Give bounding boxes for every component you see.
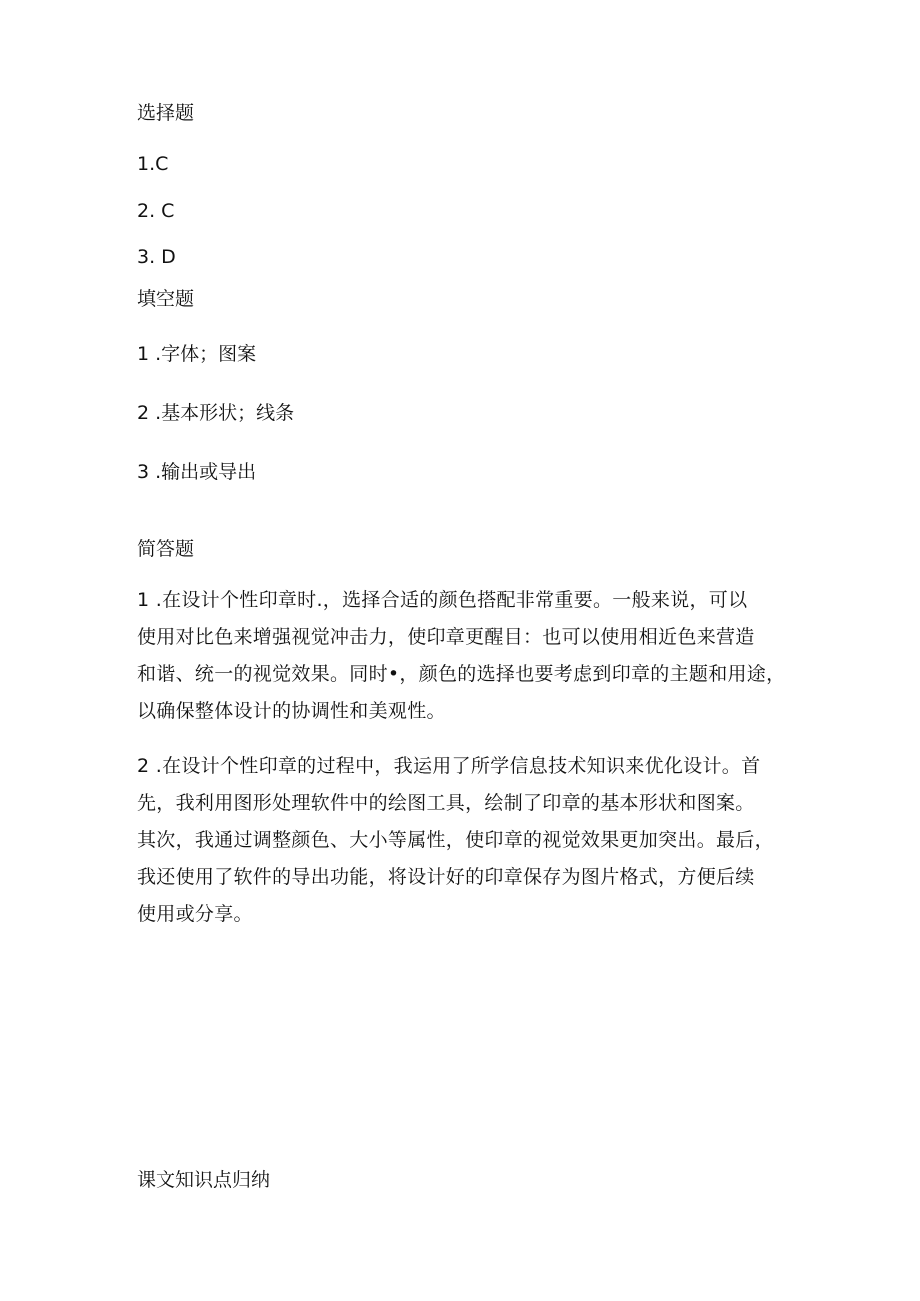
short-answer-2-line: 我还使用了软件的导出功能，将设计好的印章保存为图片格式，方便后续 xyxy=(137,866,755,888)
short-answer-1-line: 和谐、统一的视觉效果。同时•，颜色的选择也要考虑到印章的主题和用途， xyxy=(137,663,786,685)
short-answer-2 xyxy=(137,748,787,933)
section-heading-choice: 选择题 xyxy=(137,102,195,124)
short-answer-2-line: 其次，我通过调整颜色、大小等属性，使印章的视觉效果更加突出。最后， xyxy=(137,829,774,851)
section-heading-short-answer: 简答题 xyxy=(137,538,195,560)
short-answer-1-line: 1 .在设计个性印章时.，选择合适的颜色搭配非常重要。一般来说，可以 xyxy=(137,589,748,611)
choice-answer-3: 3. D xyxy=(137,246,176,268)
fill-answer-2: 2 .基本形状；线条 xyxy=(137,402,295,424)
short-answer-1 xyxy=(137,582,787,730)
fill-answer-3: 3 .输出或导出 xyxy=(137,461,257,483)
section-heading-fill: 填空题 xyxy=(137,288,195,310)
short-answer-1-line: 使用对比色来增强视觉冲击力，使印章更醒目：也可以使用相近色来营造 xyxy=(137,626,755,648)
fill-answer-1: 1 .字体；图案 xyxy=(137,343,257,365)
short-answer-2-line: 使用或分享。 xyxy=(137,903,253,925)
short-answer-2-line: 先，我利用图形处理软件中的绘图工具，绘制了印章的基本形状和图案。 xyxy=(137,792,755,814)
choice-answer-2: 2. C xyxy=(137,200,175,222)
section-heading-summary: 课文知识点归纳 xyxy=(137,1169,271,1191)
short-answer-2-line: 2 .在设计个性印章的过程中，我运用了所学信息技术知识来优化设计。首 xyxy=(137,755,761,777)
choice-answer-1: 1.C xyxy=(137,153,169,175)
short-answer-1-line: 以确保整体设计的协调性和美观性。 xyxy=(137,700,446,722)
